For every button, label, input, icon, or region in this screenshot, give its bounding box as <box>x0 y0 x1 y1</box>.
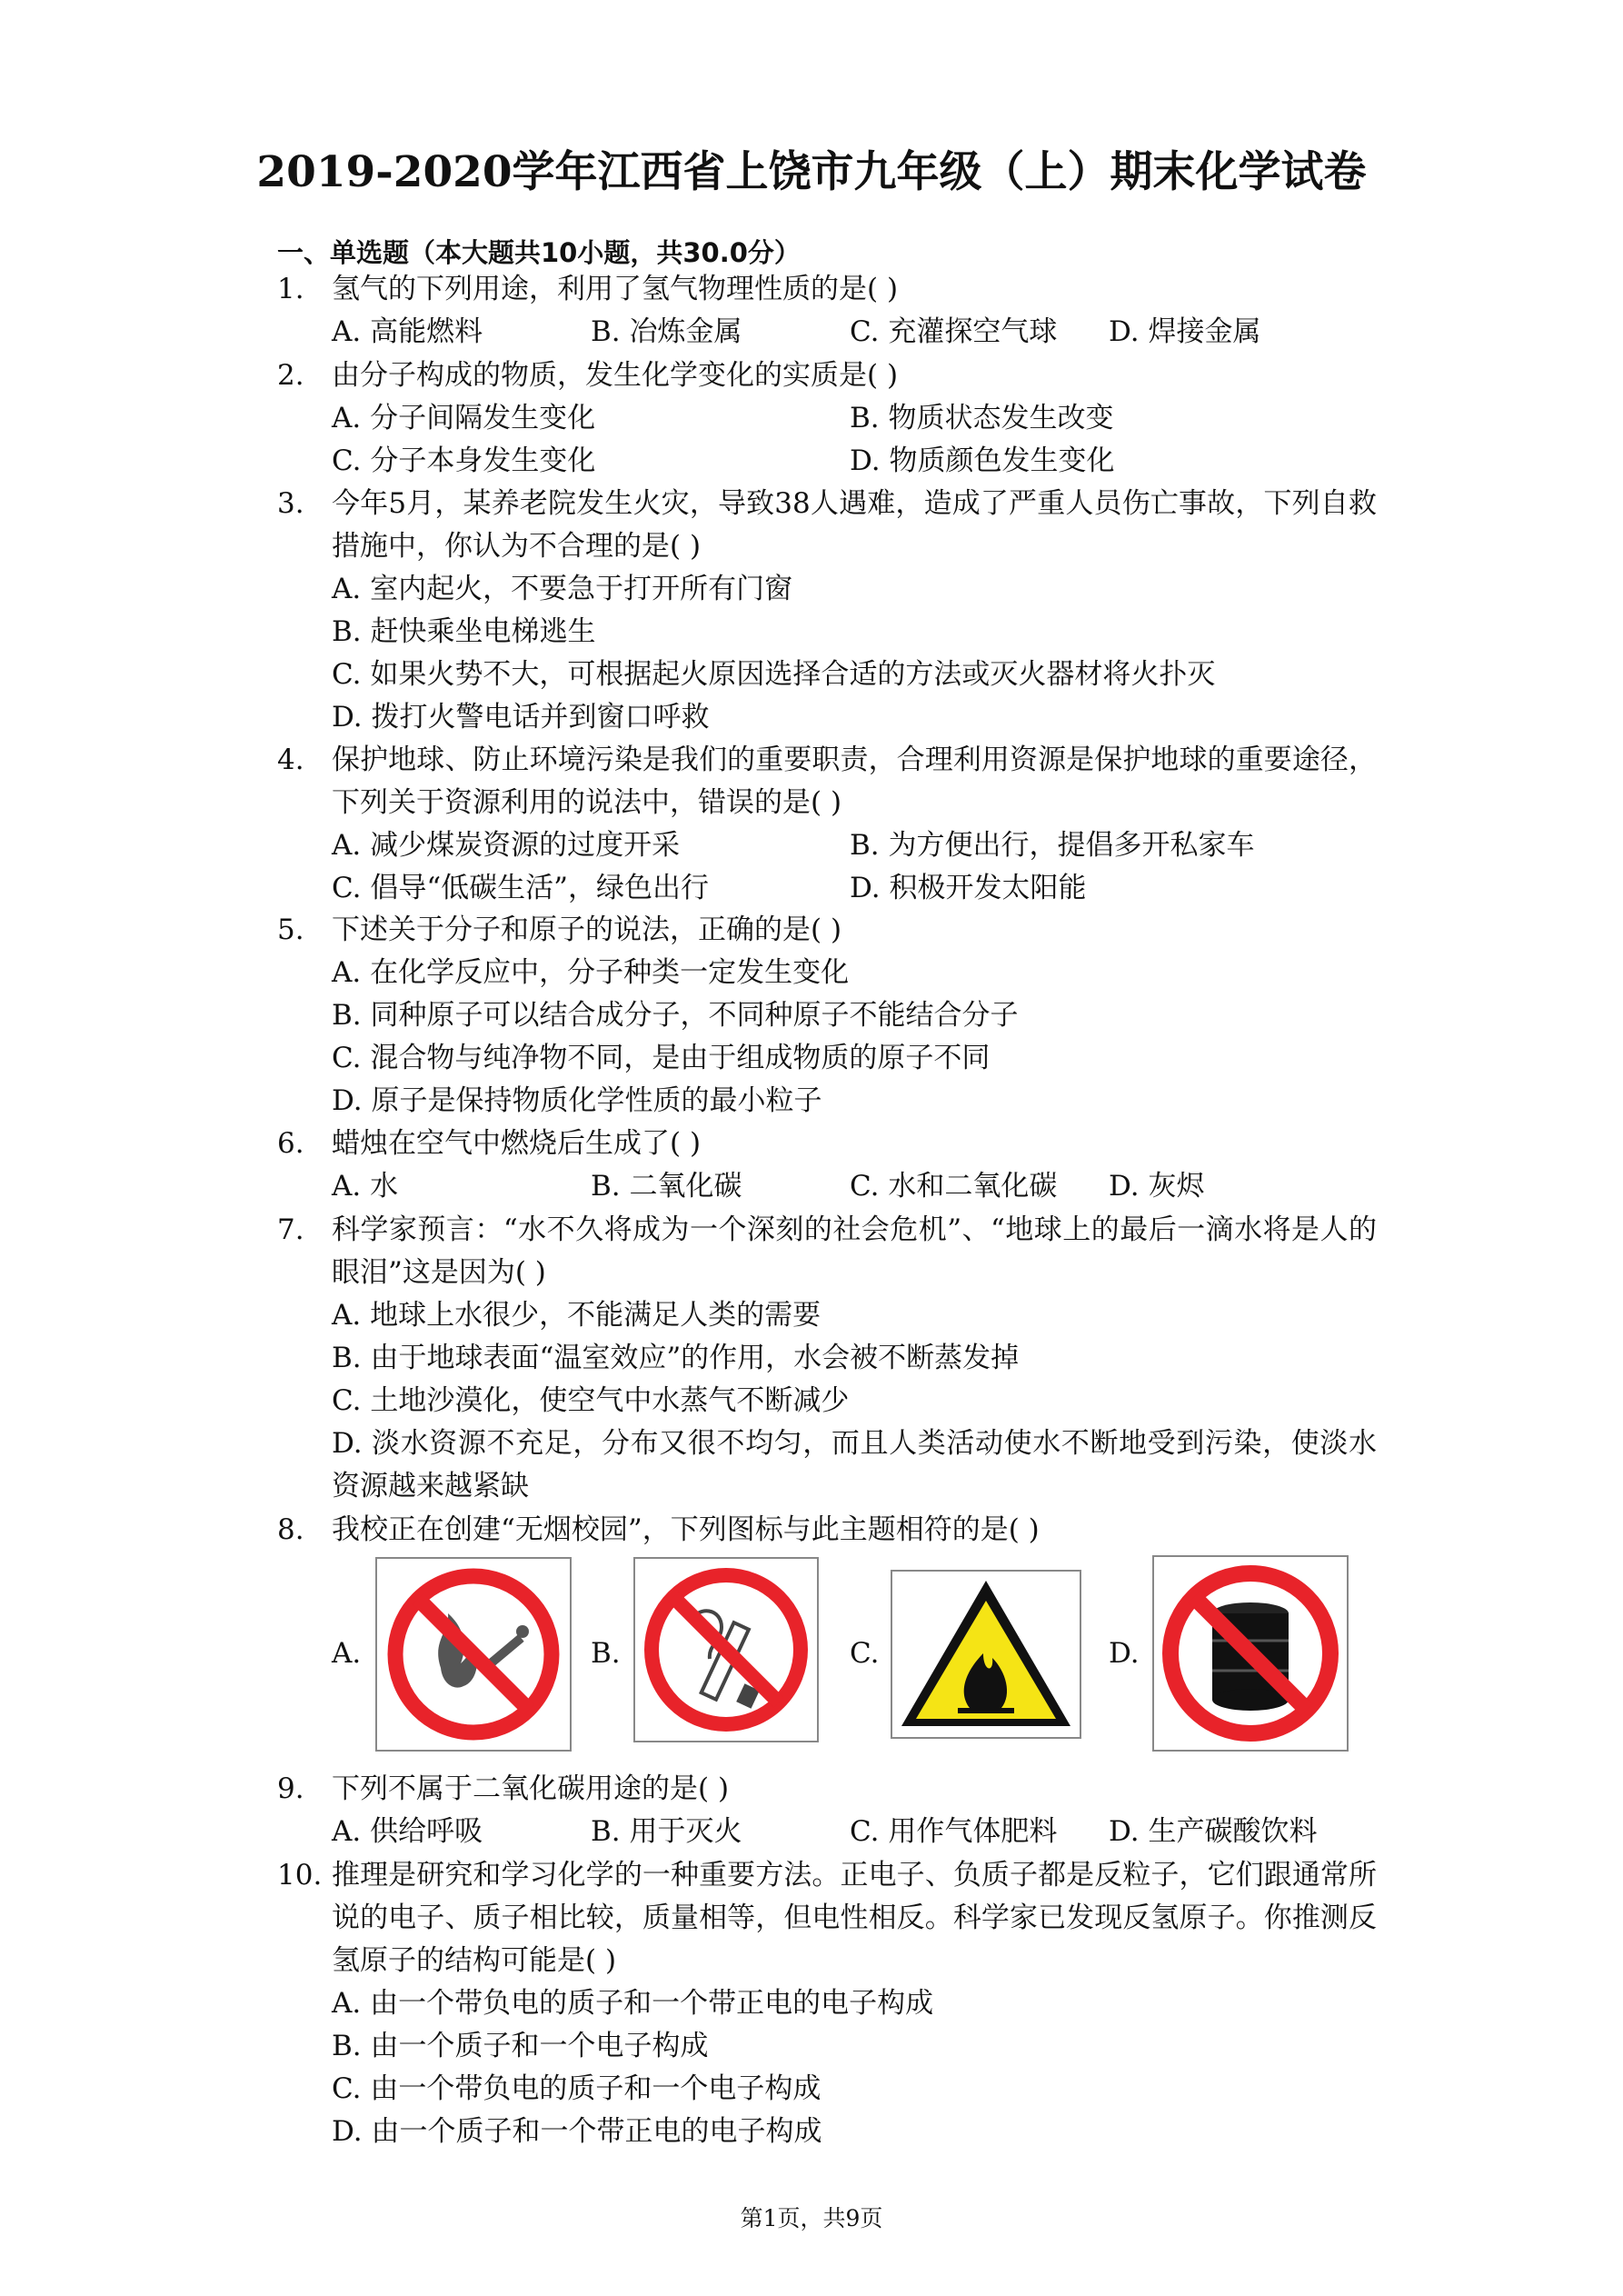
question-8 <box>277 1509 1377 1552</box>
option-d[interactable]: D. 由一个质子和一个带正电的电子构成 <box>332 2115 822 2148</box>
options <box>332 952 1377 1123</box>
option-a[interactable]: A. 减少煤炭资源的过度开采 <box>332 829 681 862</box>
option-c[interactable]: C. 充灌探空气球 <box>850 315 1058 348</box>
option-a[interactable]: A. 室内起火，不要急于打开所有门窗 <box>332 573 793 605</box>
no-fire-icon[interactable] <box>375 1557 572 1752</box>
option-c[interactable]: C. 如果火势不大，可根据起火原因选择合适的方法或灭火器材将火扑灭 <box>332 658 1216 691</box>
option-a[interactable]: A. 水 <box>332 1170 399 1203</box>
question-number: 4. <box>277 744 304 776</box>
question-stem: 蜡烛在空气中燃烧后生成了( ) <box>332 1127 702 1160</box>
option-a-label[interactable]: A. <box>332 1637 362 1670</box>
option-d[interactable]: D. 拨打火警电话并到窗口呼救 <box>332 701 710 734</box>
question-number: 8. <box>277 1513 304 1546</box>
question-stem: 推理是研究和学习化学的一种重要方法。正电子、负质子都是反粒子，它们跟通常所说的电子、质子相比较，质量相等，但电性相反。科学家已发现反氢原子。你推测反氢原子的结构可能是( ) <box>332 1859 1377 1977</box>
option-b[interactable]: B. 由一个质子和一个电子构成 <box>332 2030 709 2062</box>
options <box>332 1165 1377 1208</box>
question-number: 2. <box>277 359 304 392</box>
options <box>332 1982 1377 2153</box>
options <box>332 397 1377 483</box>
question-10 <box>277 1854 1377 2153</box>
question-number: 7. <box>277 1213 304 1246</box>
option-d[interactable]: D. 物质颜色发生变化 <box>850 444 1115 477</box>
flammable-warning-icon[interactable] <box>891 1570 1081 1739</box>
question-stem: 科学家预言：“水不久将成为一个深刻的社会危机”、“地球上的最后一滴水将是人的眼泪”这是因为( ) <box>332 1213 1377 1289</box>
option-c[interactable]: C. 由一个带负电的质子和一个电子构成 <box>332 2072 821 2105</box>
question-7 <box>277 1209 1377 1508</box>
option-c[interactable]: C. 用作气体肥料 <box>850 1815 1058 1848</box>
options <box>332 568 1377 739</box>
option-a[interactable]: A. 供给呼吸 <box>332 1815 483 1848</box>
exam-title: 2019-2020学年江西省上饶市九年级（上）期末化学试卷 <box>256 147 1367 197</box>
question-4 <box>277 739 1377 910</box>
option-d[interactable]: D. 积极开发太阳能 <box>850 872 1087 904</box>
page-footer: 第1页，共9页 <box>740 2205 883 2231</box>
option-b[interactable]: B. 冶炼金属 <box>591 315 742 348</box>
option-b[interactable]: B. 同种原子可以结合成分子，不同种原子不能结合分子 <box>332 999 1019 1032</box>
question-stem: 我校正在创建“无烟校园”，下列图标与此主题相符的是( ) <box>332 1513 1040 1546</box>
option-d-label[interactable]: D. <box>1109 1637 1140 1670</box>
option-a[interactable]: A. 分子间隔发生变化 <box>332 402 596 434</box>
option-b[interactable]: B. 赶快乘坐电梯逃生 <box>332 615 596 648</box>
question-stem: 下述关于分子和原子的说法，正确的是( ) <box>332 913 842 946</box>
option-d[interactable]: D. 焊接金属 <box>1109 315 1261 348</box>
question-stem: 由分子构成的物质，发生化学变化的实质是( ) <box>332 359 899 392</box>
question-number: 10. <box>277 1859 323 1892</box>
option-a[interactable]: A. 在化学反应中，分子种类一定发生变化 <box>332 956 850 989</box>
option-a[interactable]: A. 高能燃料 <box>332 315 483 348</box>
question-1 <box>277 268 1377 354</box>
question-number: 6. <box>277 1127 304 1160</box>
option-a[interactable]: A. 由一个带负电的质子和一个带正电的电子构成 <box>332 1987 934 2020</box>
no-smoking-icon[interactable] <box>633 1557 819 1742</box>
option-d[interactable]: D. 原子是保持物质化学性质的最小粒子 <box>332 1084 822 1117</box>
question-number: 9. <box>277 1772 304 1805</box>
option-c[interactable]: C. 水和二氧化碳 <box>850 1170 1058 1203</box>
question-2 <box>277 354 1377 483</box>
option-c[interactable]: C. 分子本身发生变化 <box>332 444 596 477</box>
option-c[interactable]: C. 倡导“低碳生活”，绿色出行 <box>332 872 710 904</box>
question-number: 5. <box>277 913 304 946</box>
option-c-label[interactable]: C. <box>850 1637 880 1670</box>
question-6 <box>277 1123 1377 1208</box>
question-9 <box>277 1768 1377 1853</box>
question-stem: 今年5月，某养老院发生火灾，导致38人遇难，造成了严重人员伤亡事故，下列自救措施中，你认为不合理的是( ) <box>332 487 1377 563</box>
option-b[interactable]: B. 二氧化碳 <box>591 1170 742 1203</box>
question-stem: 下列不属于二氧化碳用途的是( ) <box>332 1772 730 1805</box>
question-number: 1. <box>277 273 304 305</box>
option-c[interactable]: C. 混合物与纯净物不同，是由于组成物质的原子不同 <box>332 1042 991 1074</box>
question-stem: 氢气的下列用途，利用了氢气物理性质的是( ) <box>332 273 899 305</box>
option-d[interactable]: D. 生产碳酸饮料 <box>1109 1815 1318 1848</box>
option-d[interactable]: D. 灰烬 <box>1109 1170 1205 1203</box>
question-stem: 保护地球、防止环境污染是我们的重要职责，合理利用资源是保护地球的重要途径，下列关于资源利用的说法中，错误的是( ) <box>332 744 1377 819</box>
option-b[interactable]: B. 物质状态发生改变 <box>850 402 1114 434</box>
option-d[interactable]: D. 淡水资源不充足，分布又很不均匀，而且人类活动使水不断地受到污染，使淡水资源越来越紧缺 <box>332 1427 1377 1502</box>
option-b[interactable]: B. 由于地球表面“温室效应”的作用，水会被不断蒸发掉 <box>332 1342 1020 1374</box>
option-a[interactable]: A. 地球上水很少，不能满足人类的需要 <box>332 1299 821 1332</box>
options <box>332 824 1377 910</box>
question-3 <box>277 483 1377 739</box>
option-c[interactable]: C. 土地沙漠化，使空气中水蒸气不断减少 <box>332 1384 850 1417</box>
options <box>332 311 1377 354</box>
question-5 <box>277 909 1377 1123</box>
question-number: 3. <box>277 487 304 520</box>
no-oil-drum-icon[interactable] <box>1152 1555 1349 1752</box>
options <box>332 1811 1377 1853</box>
section-heading: 一、单选题（本大题共10小题，共30.0分） <box>277 237 801 268</box>
option-b[interactable]: B. 用于灭火 <box>591 1815 742 1848</box>
option-b-label[interactable]: B. <box>591 1637 621 1670</box>
sign-options <box>332 1557 1349 1766</box>
options <box>332 1294 1377 1508</box>
option-b[interactable]: B. 为方便出行，提倡多开私家车 <box>850 829 1255 862</box>
